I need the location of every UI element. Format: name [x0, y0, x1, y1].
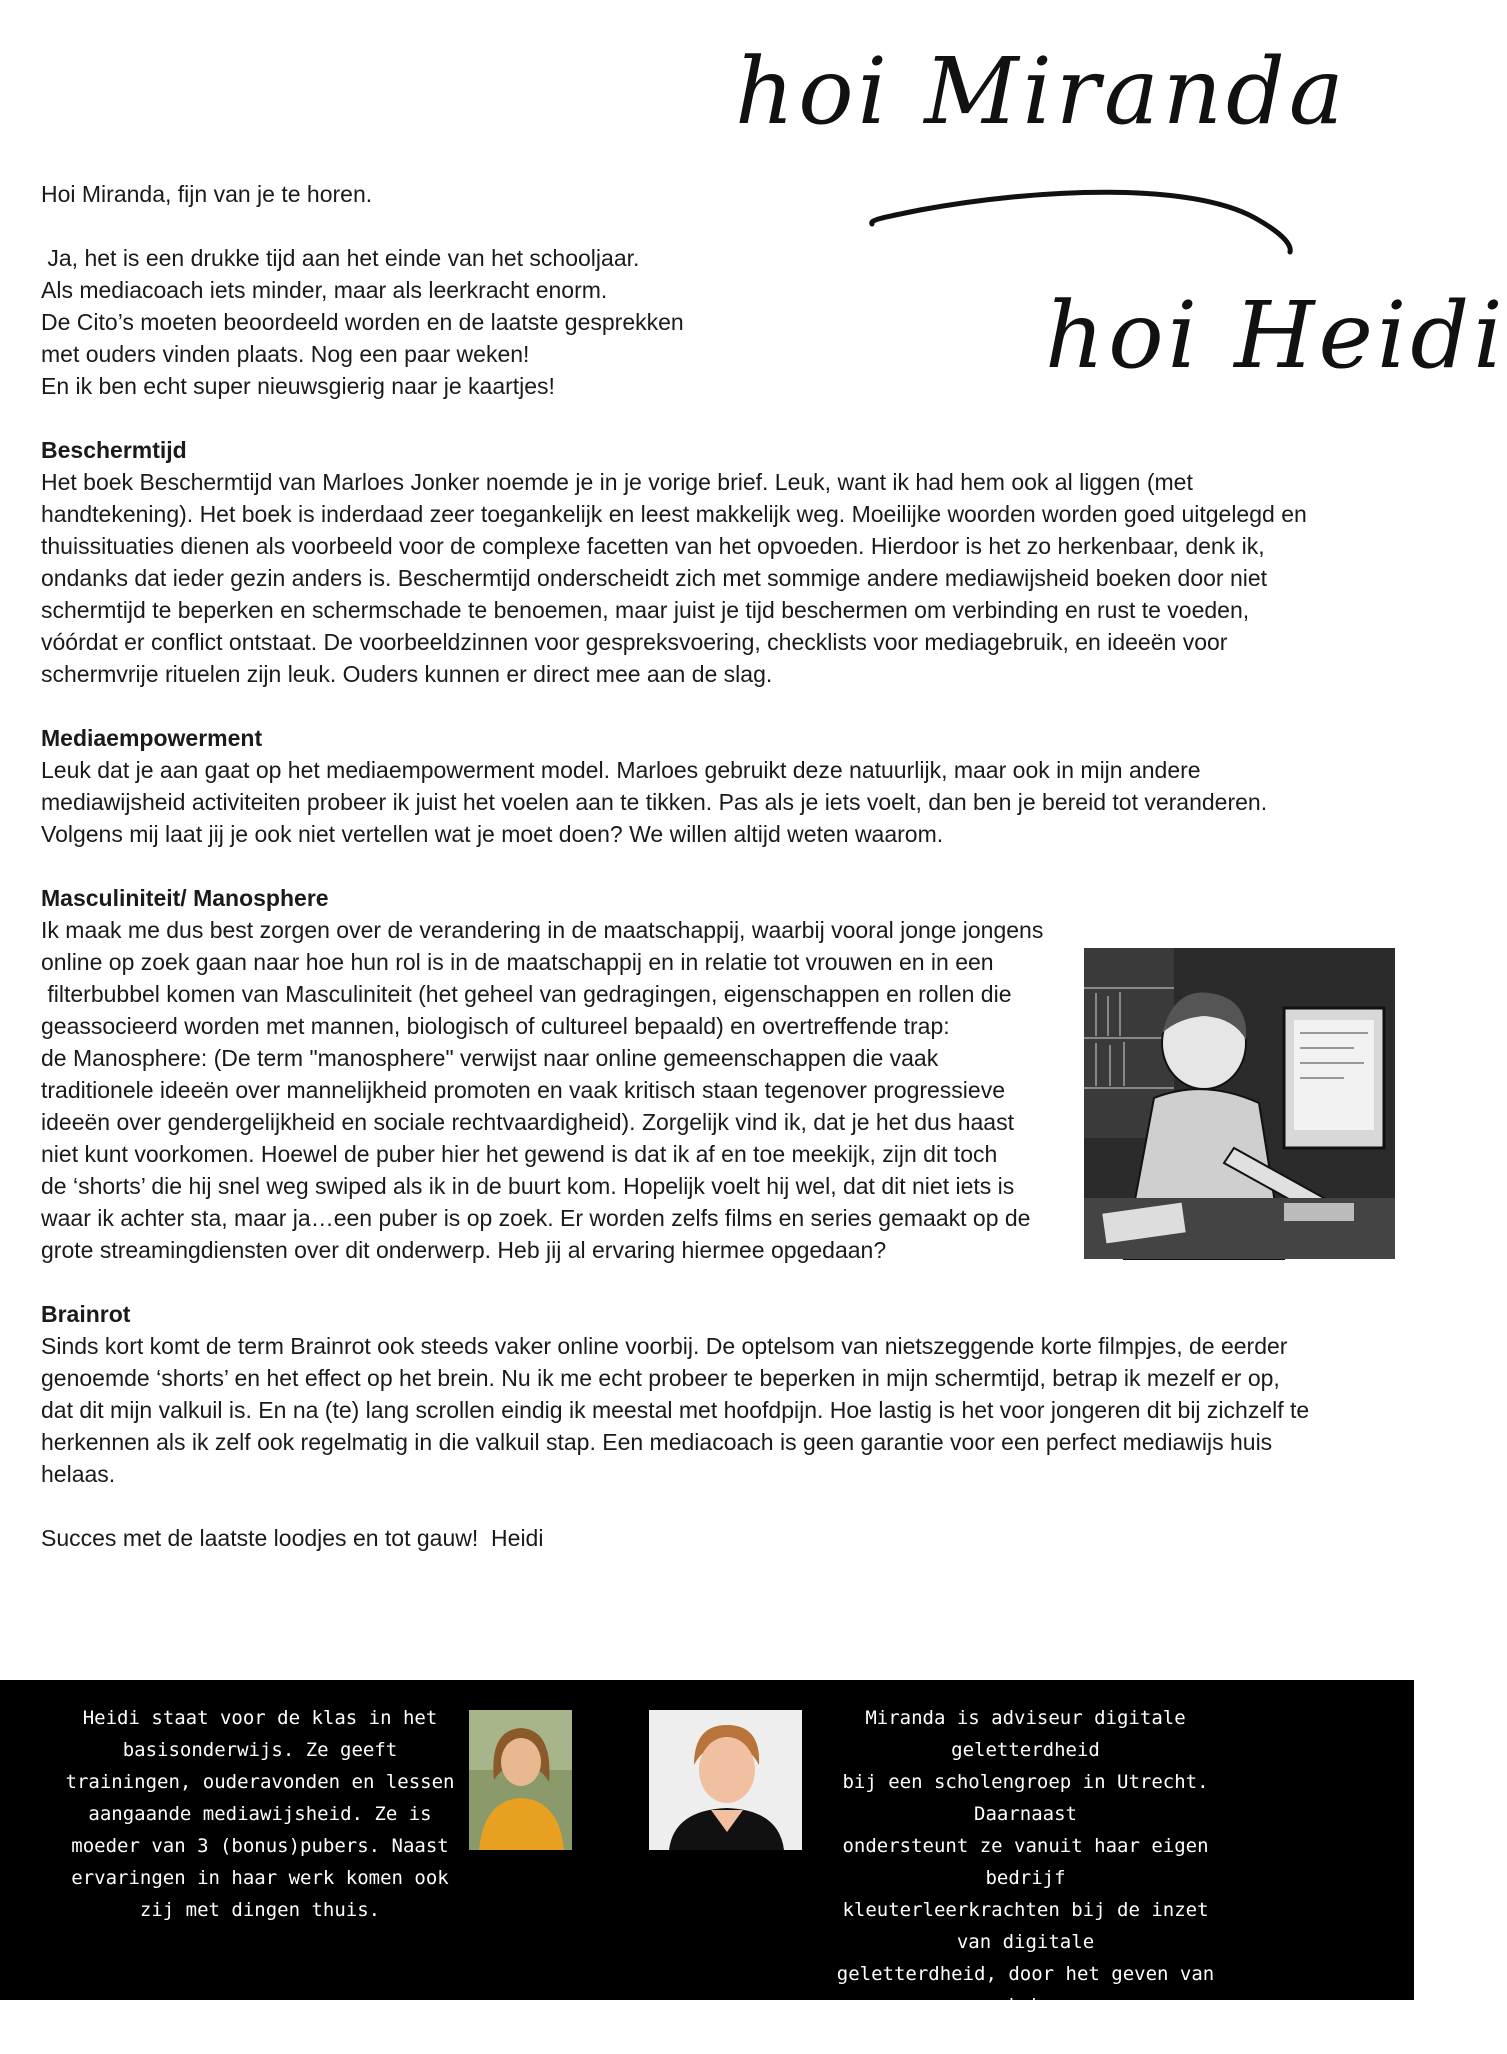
- section-line: ondanks dat ieder gezin anders is. Beschermtijd onderscheidt zich met sommige andere mediawijsheid boeken door niet: [41, 565, 1268, 591]
- bio-line: Miranda is adviseur digitale geletterdheid: [865, 1707, 1186, 1761]
- bio-line: en begeleidingstrajecten.: [882, 2027, 1169, 2049]
- section-brainrot: [41, 1298, 1376, 1490]
- section-line: mediawijsheid activiteiten probeer ik juist het voelen aan te tikken. Pas als je iets voelt, dan ben je bereid tot veranderen.: [41, 789, 1268, 815]
- section-line: online op zoek gaan naar hoe hun rol is in de maatschappij en in relatie tot vrouwen en in een: [41, 949, 994, 975]
- bio-line: bij een scholengroep in Utrecht. Daarnaast: [842, 1771, 1209, 1825]
- decorative-swoosh: [860, 180, 1300, 280]
- closing-line: Succes met de laatste loodjes en tot gauw! Heidi: [41, 1525, 544, 1551]
- section-line: handtekening). Het boek is inderdaad zeer toegankelijk en leest makkelijk weg. Moeilijke woorden worden goed uitgelegd en: [41, 501, 1307, 527]
- section-line: Het boek Beschermtijd van Marloes Jonker noemde je in je vorige brief. Leuk, want ik had hem ook al liggen (met: [41, 469, 1193, 495]
- section-line: traditionele ideeën over mannelijkheid promoten en vaak kritisch staan tegenover progressieve: [41, 1077, 1006, 1103]
- section-beschermtijd: [41, 434, 1376, 690]
- bio-line: moeder van 3 (bonus)pubers. Naast: [71, 1835, 449, 1857]
- section-line: herkennen als ik zelf ook regelmatig in die valkuil stap. Een mediacoach is geen garantie voor een perfect mediawijs huis: [41, 1429, 1273, 1455]
- section-line: Ik maak me dus best zorgen over de verandering in de maatschappij, waarbij vooral jonge jongens: [41, 917, 1044, 943]
- section-line: vóórdat er conflict ontstaat. De voorbeeldzinnen voor gespreksvoering, checklists voor mediagebruik, en ideeën voor: [41, 629, 1228, 655]
- section-line: schermvrije rituelen zijn leuk. Ouders kunnen er direct mee aan de slag.: [41, 661, 773, 687]
- intro-greeting: Hoi Miranda, fijn van je te horen.: [41, 181, 373, 207]
- section-line: ideeën over gendergelijkheid en sociale rechtvaardigheid). Zorgelijk vind ik, dat je het dus haast: [41, 1109, 1014, 1135]
- section-line: niet kunt voorkomen. Hoewel de puber hier het gewend is dat ik af en toe meekijk, zijn dit toch: [41, 1141, 998, 1167]
- intro: [41, 178, 741, 402]
- bio-line: ervaringen in haar werk komen ook: [71, 1867, 449, 1889]
- intro-line: Als mediacoach iets minder, maar als leerkracht enorm.: [41, 277, 608, 303]
- section-line: dat dit mijn valkuil is. En na (te) lang scrollen eindig ik meestal met hoofdpijn. Hoe lastig is het voor jongeren dit bij zichzelf te: [41, 1397, 1310, 1423]
- section-mediaempowerment: [41, 722, 1376, 850]
- bio-line: trainingen, ouderavonden en lessen: [65, 1771, 455, 1793]
- bio-line: geletterdheid, door het geven van workshops: [836, 1963, 1215, 2017]
- section-masculiniteit: [41, 882, 1091, 1266]
- bio-line: ondersteunt ze vanuit haar eigen bedrijf: [842, 1835, 1209, 1889]
- section-line: helaas.: [41, 1461, 116, 1487]
- photo-heidi: [469, 1710, 572, 1850]
- section-line: grote streamingdiensten over dit onderwerp. Heb jij al ervaring hiermee opgedaan?: [41, 1237, 887, 1263]
- section-line: thuissituaties dienen als voorbeeld voor de complexe facetten van het opvoeden. Hierdoor is het zo herkenbaar, denk ik,: [41, 533, 1265, 559]
- section-line: Volgens mij laat jij je ook niet vertellen wat je moet doen? We willen altijd weten waarom.: [41, 821, 944, 847]
- boy-at-computer-illustration: [1084, 948, 1395, 1259]
- section-line: schermtijd te beperken en schermschade te benoemen, maar juist je tijd beschermen om verbinding en rust te voeden,: [41, 597, 1250, 623]
- section-heading: Beschermtijd: [41, 437, 187, 463]
- bio-miranda: [828, 1702, 1223, 2054]
- greeting-heidi: hoi Heidi: [1045, 282, 1507, 389]
- intro-line: Ja, het is een drukke tijd aan het einde van het schooljaar.: [41, 245, 640, 271]
- bio-line: Heidi staat voor de klas in het: [82, 1707, 438, 1729]
- section-line: genoemde ‘shorts’ en het effect op het brein. Nu ik me echt probeer te beperken in mijn schermtijd, betrap ik mezelf er op,: [41, 1365, 1280, 1391]
- bio-line: zij met dingen thuis.: [139, 1899, 381, 1921]
- section-line: filterbubbel komen van Masculiniteit (het geheel van gedragingen, eigenschappen en rollen die: [41, 981, 1012, 1007]
- section-heading: Brainrot: [41, 1301, 131, 1327]
- greeting-miranda: hoi Miranda: [735, 38, 1348, 145]
- section-line: waar ik achter sta, maar ja…een puber is op zoek. Er worden zelfs films en series gemaakt op de: [41, 1205, 1031, 1231]
- footer-bio-bar: [0, 1680, 1414, 2049]
- bio-line: basisonderwijs. Ze geeft: [122, 1739, 398, 1761]
- intro-line: En ik ben echt super nieuwsgierig naar je kaartjes!: [41, 373, 555, 399]
- section-line: de Manosphere: (De term "manosphere" verwijst naar online gemeenschappen die vaak: [41, 1045, 939, 1071]
- section-line: geassocieerd worden met mannen, biologisch of cultureel bepaald) en overtreffende trap:: [41, 1013, 950, 1039]
- photo-miranda: [649, 1710, 802, 1850]
- section-line: de ‘shorts’ die hij snel weg swiped als ik in de buurt kom. Hopelijk voelt hij wel, dat dit niet iets is: [41, 1173, 1015, 1199]
- bio-line: aangaande mediawijsheid. Ze is: [88, 1803, 432, 1825]
- section-heading: Masculiniteit/ Manosphere: [41, 885, 329, 911]
- section-heading: Mediaempowerment: [41, 725, 263, 751]
- section-line: Leuk dat je aan gaat op het mediaempowerment model. Marloes gebruikt deze natuurlijk, maar ook in mijn andere: [41, 757, 1201, 783]
- bio-line: kleuterleerkrachten bij de inzet van digitale: [842, 1899, 1209, 1953]
- intro-line: met ouders vinden plaats. Nog een paar weken!: [41, 341, 530, 367]
- intro-line: De Cito’s moeten beoordeeld worden en de laatste gesprekken: [41, 309, 684, 335]
- section-line: Sinds kort komt de term Brainrot ook steeds vaker online voorbij. De optelsom van nietszeggende korte filmpjes, de eerder: [41, 1333, 1288, 1359]
- bio-heidi: [50, 1702, 470, 1926]
